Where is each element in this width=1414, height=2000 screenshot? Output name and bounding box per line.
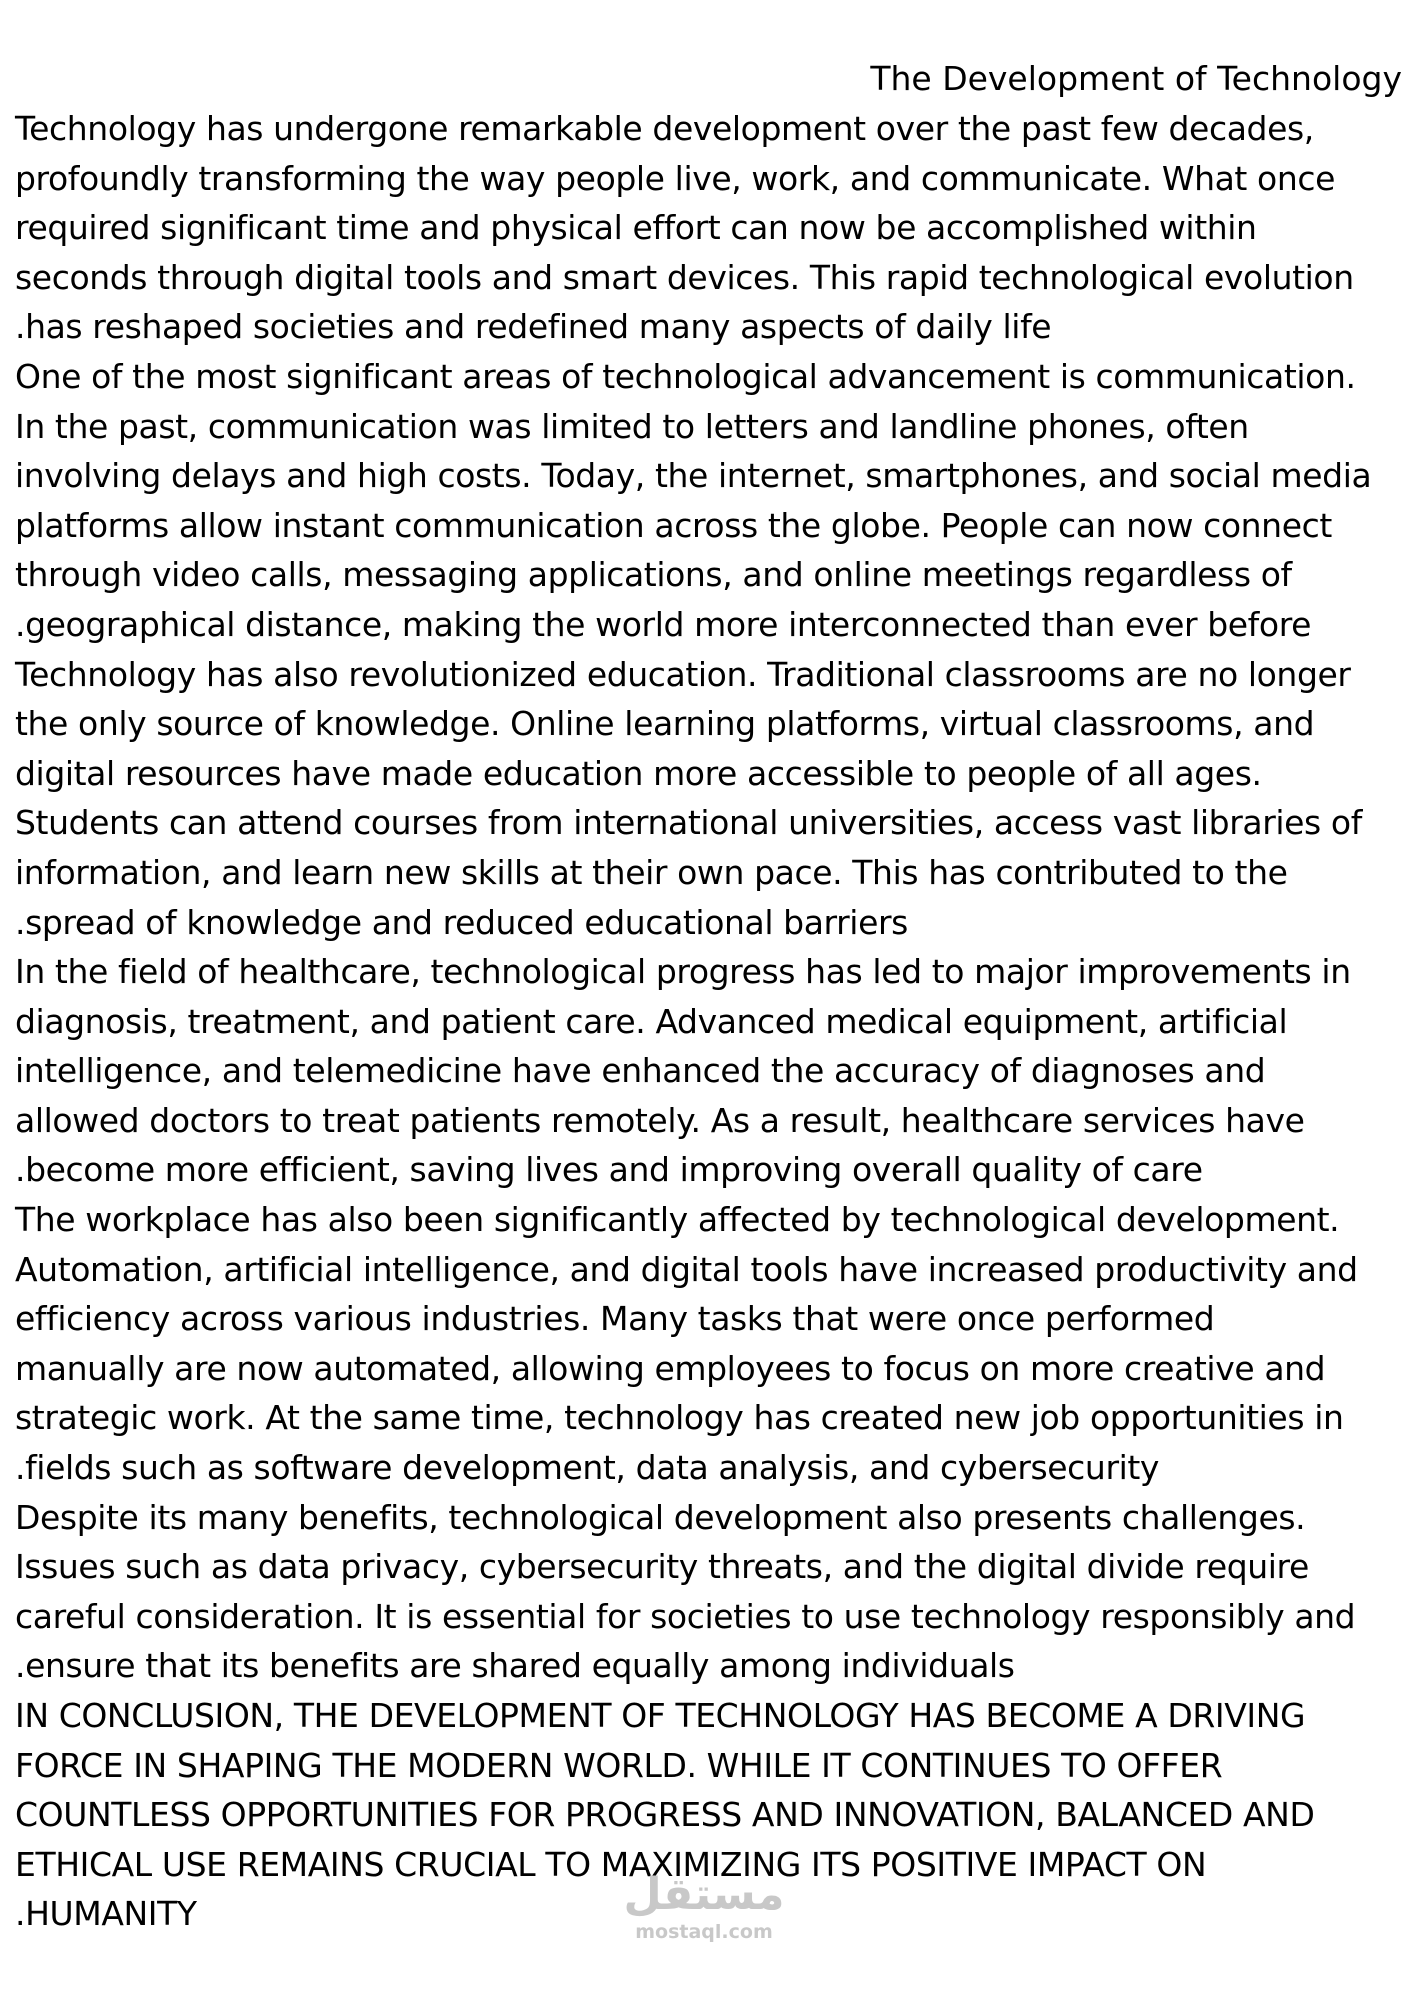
text-line: Technology has also revolutionized education. Traditional classrooms are no longer <box>15 654 1351 694</box>
text-line: Issues such as data privacy, cybersecurity threats, and the digital divide require <box>15 1547 1309 1587</box>
text-line: IN CONCLUSION, THE DEVELOPMENT OF TECHNOLOGY HAS BECOME A DRIVING <box>15 1696 1306 1735</box>
document-title: The Development of Technology <box>870 59 1402 98</box>
text-line: platforms allow instant communication across the globe. People can now connect <box>15 505 1332 545</box>
text-line: careful consideration. It is essential for societies to use technology responsibly and <box>15 1596 1356 1636</box>
text-line: Despite its many benefits, technological development also presents challenges. <box>15 1497 1306 1537</box>
text-line: efficiency across various industries. Many tasks that were once performed <box>15 1299 1215 1339</box>
text-line: required significant time and physical effort can now be accomplished within <box>15 208 1257 248</box>
watermark <box>614 1870 794 1950</box>
text-line: diagnosis, treatment, and patient care. Advanced medical equipment, artificial <box>15 1001 1288 1041</box>
text-line: seconds through digital tools and smart devices. This rapid technological evolution <box>15 257 1354 297</box>
text-line: ETHICAL USE REMAINS CRUCIAL TO MAXIMIZING ITS POSITIVE IMPACT ON <box>15 1844 1207 1884</box>
text-line: In the past, communication was limited to letters and landline phones, often <box>15 406 1249 446</box>
text-line: involving delays and high costs. Today, the internet, smartphones, and social media <box>15 456 1372 496</box>
watermark-url: mostaql.com <box>635 1921 773 1943</box>
text-line: through video calls, messaging applications, and online meetings regardless of <box>15 555 1292 595</box>
text-line: FORCE IN SHAPING THE MODERN WORLD. WHILE IT CONTINUES TO OFFER <box>15 1745 1223 1785</box>
text-line: .become more efficient, saving lives and improving overall quality of care <box>15 1150 1203 1190</box>
document-body <box>15 104 1414 1939</box>
text-line: In the field of healthcare, technological progress has led to major improvements in <box>15 952 1351 992</box>
text-line: .has reshaped societies and redefined many aspects of daily life <box>15 307 1052 347</box>
text-line: .HUMANITY <box>15 1894 197 1934</box>
text-line: digital resources have made education more accessible to people of all ages. <box>15 753 1262 793</box>
text-line: The workplace has also been significantly affected by technological development. <box>15 1200 1340 1240</box>
text-line: .ensure that its benefits are shared equally among individuals <box>15 1646 1015 1686</box>
text-line: allowed doctors to treat patients remotely. As a result, healthcare services have <box>15 1100 1305 1140</box>
text-line: Students can attend courses from international universities, access vast libraries of <box>15 803 1362 843</box>
text-line: Technology has undergone remarkable development over the past few decades, <box>15 109 1314 148</box>
text-line: COUNTLESS OPPORTUNITIES FOR PROGRESS AND INNOVATION, BALANCED AND <box>15 1795 1315 1835</box>
text-line: information, and learn new skills at their own pace. This has contributed to the <box>15 852 1288 892</box>
text-line: Automation, artificial intelligence, and digital tools have increased productivity and <box>15 1249 1358 1289</box>
text-line: .fields such as software development, data analysis, and cybersecurity <box>15 1448 1160 1488</box>
text-line: manually are now automated, allowing employees to focus on more creative and <box>15 1348 1326 1388</box>
text-line: profoundly transforming the way people live, work, and communicate. What once <box>15 158 1335 198</box>
text-line: .geographical distance, making the world more interconnected than ever before <box>15 604 1312 644</box>
text-line: .spread of knowledge and reduced educational barriers <box>15 902 908 942</box>
text-line: One of the most significant areas of technological advancement is communication. <box>15 356 1356 396</box>
text-line: the only source of knowledge. Online learning platforms, virtual classrooms, and <box>15 704 1315 744</box>
watermark-logo: مستقل <box>623 1869 785 1920</box>
text-line: intelligence, and telemedicine have enhanced the accuracy of diagnoses and <box>15 1051 1266 1091</box>
text-line: strategic work. At the same time, technology has created new job opportunities in <box>15 1398 1344 1438</box>
